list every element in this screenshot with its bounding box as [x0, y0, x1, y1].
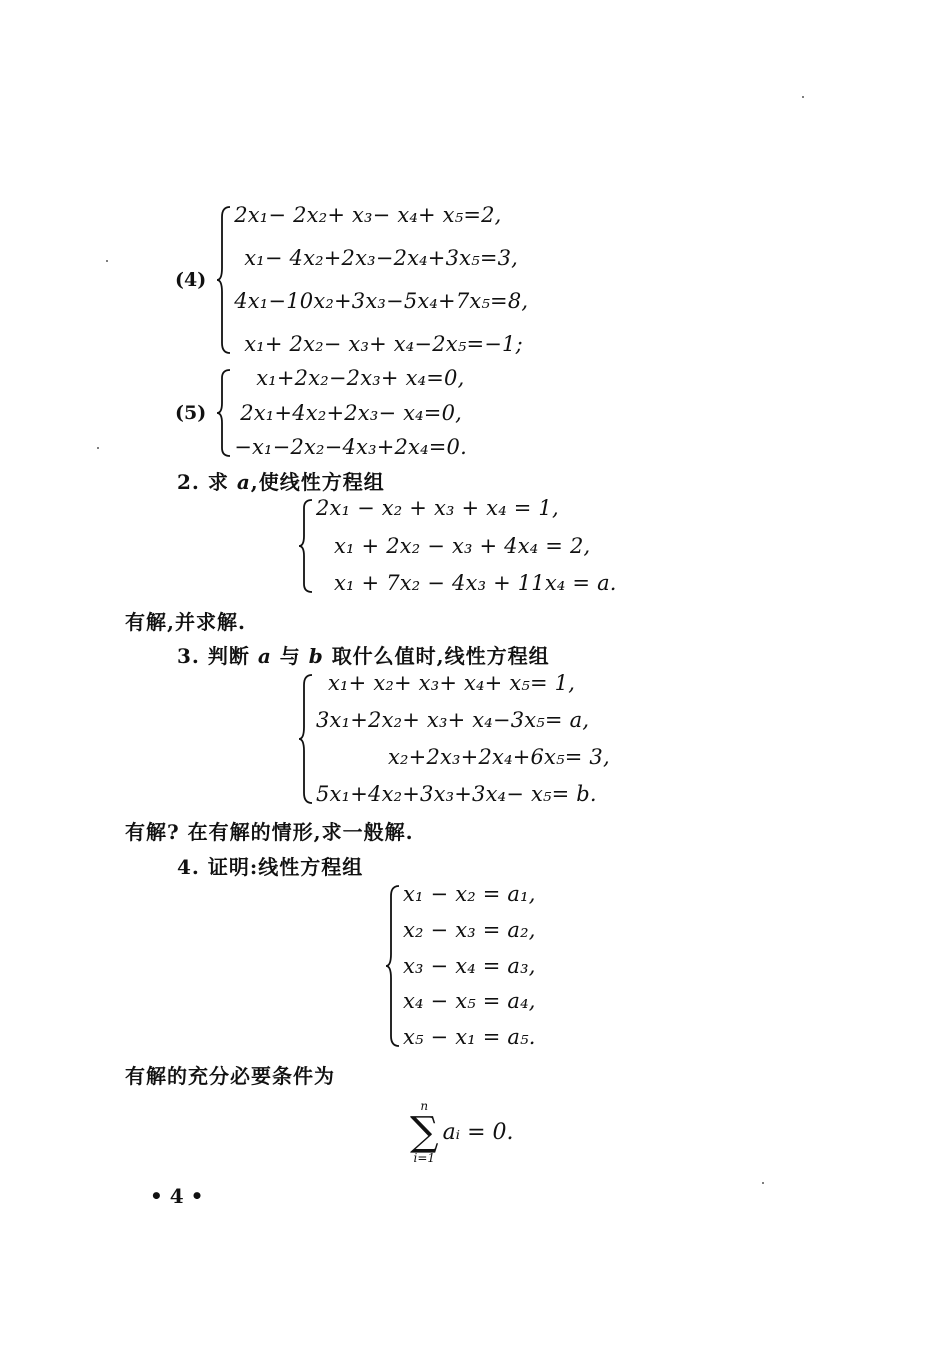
- sum-body: aᵢ = 0.: [442, 1119, 514, 1145]
- problem-number: 3.: [177, 644, 200, 668]
- equation-list: [314, 673, 610, 805]
- left-brace-icon: [298, 673, 314, 805]
- system-4: [175, 205, 528, 355]
- problem-2-stem: [177, 466, 385, 495]
- stem-text: 求: [207, 470, 229, 494]
- equation: x₂ − x₃ = a₂,: [403, 917, 536, 942]
- equation: x₄ − x₅ = a₄,: [403, 989, 536, 1014]
- scan-speck: [106, 260, 108, 262]
- sum-lower-limit: i=1: [413, 1151, 436, 1165]
- system-3: [298, 673, 610, 805]
- equation: x₁ + 7x₂ − 4x₃ + 11x₄ = a.: [334, 571, 617, 595]
- variable: b: [308, 644, 324, 668]
- equation: 2x₁ − x₂ + x₃ + x₄ = 1,: [316, 496, 559, 520]
- left-brace-icon: [385, 884, 401, 1048]
- scan-speck: [802, 96, 804, 98]
- equation-list: [401, 884, 536, 1048]
- summation-formula: [410, 1100, 514, 1164]
- scan-speck: [762, 1182, 764, 1184]
- sigma-block: [410, 1100, 439, 1164]
- page-number: • 4 •: [150, 1184, 204, 1208]
- part-label: (4): [175, 269, 207, 291]
- left-brace-icon: [216, 205, 232, 355]
- part-label: (5): [175, 402, 207, 424]
- equation: x₁+2x₂−2x₃+ x₄=0,: [256, 366, 465, 390]
- scan-speck: [97, 447, 99, 449]
- sum-upper-limit: n: [420, 1099, 429, 1113]
- sigma-symbol: ∑: [410, 1109, 439, 1155]
- equation-list: [232, 205, 528, 355]
- equation: 3x₁+2x₂+ x₃+ x₄−3x₅= a,: [316, 708, 590, 732]
- problem-2-tail: 有解,并求解.: [125, 610, 246, 634]
- stem-text: ,使线性方程组: [250, 470, 385, 494]
- problem-3-tail: 有解? 在有解的情形,求一般解.: [125, 820, 414, 844]
- problem-number: 2.: [177, 470, 200, 494]
- equation-list: [314, 498, 617, 594]
- left-brace-icon: [216, 368, 232, 458]
- problem-number: 4.: [177, 855, 200, 879]
- system-2: [298, 498, 617, 594]
- equation-list: [232, 368, 467, 458]
- equation: x₁ + 2x₂ − x₃ + 4x₄ = 2,: [334, 533, 591, 558]
- problem-3-stem: [177, 640, 550, 669]
- equation: 2x₁− 2x₂+ x₃− x₄+ x₅=2,: [234, 203, 502, 227]
- variable: a: [257, 644, 272, 668]
- problem-4-stem: [177, 851, 363, 880]
- system-4-proof: [385, 884, 536, 1048]
- equation: 4x₁−10x₂+3x₃−5x₄+7x₅=8,: [234, 289, 529, 313]
- problem-4-tail: 有解的充分必要条件为: [125, 1064, 335, 1088]
- stem-text: 取什么值时,线性方程组: [331, 644, 550, 668]
- left-brace-icon: [298, 498, 314, 594]
- equation: x₃ − x₄ = a₃,: [403, 953, 536, 978]
- equation: x₁ − x₂ = a₁,: [403, 882, 536, 906]
- equation: 5x₁+4x₂+3x₃+3x₄− x₅= b.: [316, 782, 597, 806]
- equation: x₂+2x₃+2x₄+6x₅= 3,: [388, 745, 610, 769]
- equation: x₅ − x₁ = a₅.: [403, 1025, 536, 1049]
- equation: −x₁−2x₂−4x₃+2x₄=0.: [234, 435, 467, 459]
- stem-text: 判断: [207, 644, 250, 668]
- variable: a: [236, 470, 251, 494]
- equation: 2x₁+4x₂+2x₃− x₄=0,: [240, 400, 463, 425]
- stem-text: 证明:线性方程组: [207, 855, 364, 879]
- equation: x₁+ 2x₂− x₃+ x₄−2x₅=−1;: [244, 332, 523, 356]
- system-5: [175, 368, 467, 458]
- stem-text: 与: [279, 644, 301, 668]
- equation: x₁− 4x₂+2x₃−2x₄+3x₅=3,: [244, 246, 519, 270]
- equation: x₁+ x₂+ x₃+ x₄+ x₅= 1,: [328, 671, 576, 695]
